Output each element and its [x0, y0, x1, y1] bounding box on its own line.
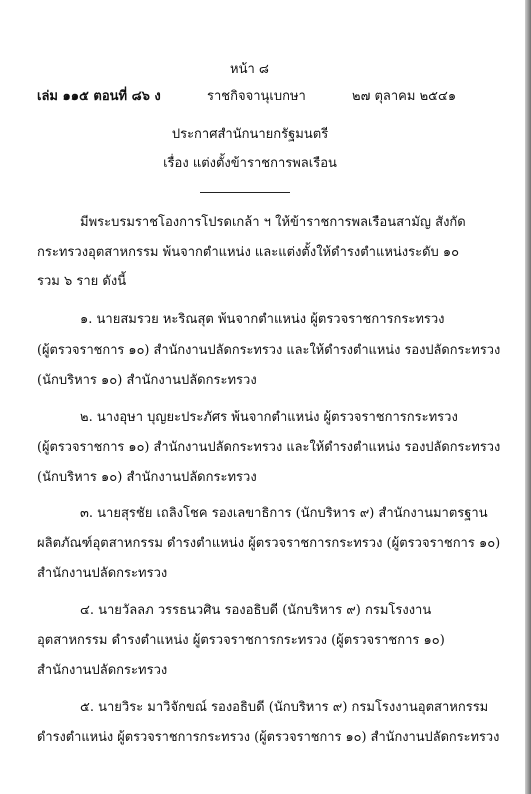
item-3-line-3: สำนักงานปลัดกระทรวง — [37, 566, 168, 581]
volume-issue: เล่ม ๑๑๕ ตอนที่ ๘๖ ง — [37, 89, 161, 104]
gazette-name: ราชกิจจานุเบกษา — [207, 89, 306, 104]
item-1-line-2: (ผู้ตรวจราชการ ๑๐) สำนักงานปลัดกระทรวง และให้ดำรงตำแหน่ง รองปลัดกระทรวง — [37, 343, 501, 358]
announcement-subject: เรื่อง แต่งตั้งข้าราชการพลเรือน — [163, 156, 337, 171]
intro-line-2: กระทรวงอุตสาหกรรม พ้นจากตำแหน่ง และแต่งตั้งให้ดำรงตำแหน่งระดับ ๑๐ — [37, 245, 460, 260]
page-number: หน้า ๘ — [230, 62, 269, 77]
announcement-title: ประกาศสำนักนายกรัฐมนตรี — [171, 127, 329, 142]
item-2-line-3: (นักบริหาร ๑๐) สำนักงานปลัดกระทรวง — [37, 470, 257, 485]
item-5-line-2: ดำรงตำแหน่ง ผู้ตรวจราชการกระทรวง (ผู้ตรวจราชการ ๑๐) สำนักงานปลัดกระทรวง — [37, 730, 500, 745]
item-2-line-1: ๒. นางอุษา บุญยะประภัศร พ้นจากตำแหน่ง ผู้ตรวจราชการกระทรวง — [80, 410, 458, 425]
item-3-line-2: ผลิตภัณฑ์อุตสาหกรรม ดำรงตำแหน่ง ผู้ตรวจราชการกระทรวง (ผู้ตรวจราชการ ๑๐) — [37, 536, 501, 551]
item-2-line-2: (ผู้ตรวจราชการ ๑๐) สำนักงานปลัดกระทรวง และให้ดำรงตำแหน่ง รองปลัดกระทรวง — [37, 440, 501, 455]
intro-line-3: รวม ๖ ราย ดังนี้ — [37, 274, 127, 289]
item-1-line-3: (นักบริหาร ๑๐) สำนักงานปลัดกระทรวง — [37, 373, 257, 388]
item-4-line-3: สำนักงานปลัดกระทรวง — [37, 663, 168, 678]
page-edge-shadow — [525, 0, 531, 794]
item-4-line-1: ๔. นายวัลลภ วรรธนวศิน รองอธิบดี (นักบริหาร ๙) กรมโรงงาน — [80, 603, 432, 618]
item-4-line-2: อุตสาหกรรม ดำรงตำแหน่ง ผู้ตรวจราชการกระทรวง (ผู้ตรวจราชการ ๑๐) — [37, 633, 445, 648]
title-divider — [200, 192, 290, 193]
item-1-line-1: ๑. นายสมรวย หะริณสุต พ้นจากตำแหน่ง ผู้ตรวจราชการกระทรวง — [80, 312, 445, 327]
publication-date: ๒๗ ตุลาคม ๒๕๔๑ — [352, 89, 457, 104]
item-3-line-1: ๓. นายสุรชัย เถลิงโชค รองเลขาธิการ (นักบริหาร ๙) สำนักงานมาตรฐาน — [80, 506, 488, 521]
intro-line-1: มีพระบรมราชโองการโปรดเกล้า ฯ ให้ข้าราชการพลเรือนสามัญ สังกัด — [80, 215, 466, 230]
item-5-line-1: ๕. นายวิระ มาวิจักขณ์ รองอธิบดี (นักบริหาร ๙) กรมโรงงานอุตสาหกรรม — [80, 700, 489, 715]
